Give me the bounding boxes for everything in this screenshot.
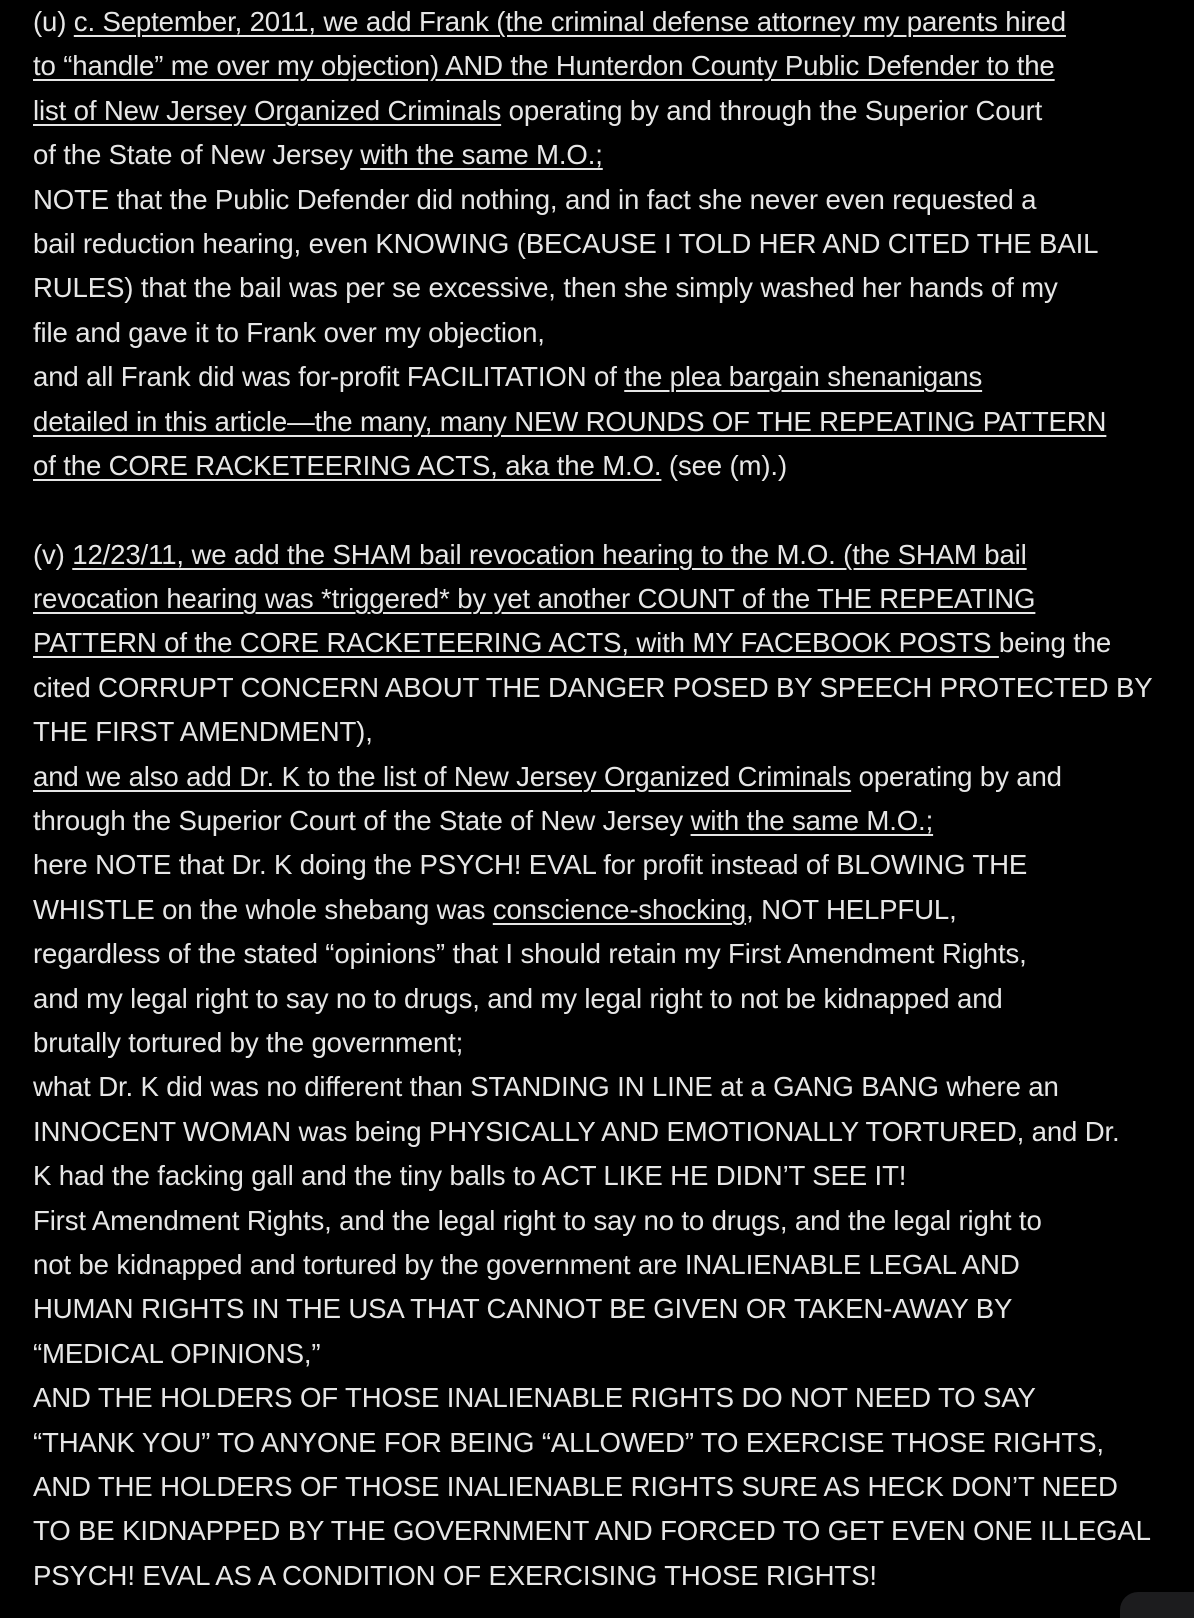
body-text: not be kidnapped and tortured by the government are INALIENABLE LEGAL AND	[33, 1248, 1020, 1280]
body-text: (v)	[33, 538, 73, 570]
text-line	[33, 1509, 1183, 1553]
underlined-link-text[interactable]: the plea bargain shenanigans	[624, 361, 983, 393]
body-text: bail reduction hearing, even KNOWING (BECAUSE I TOLD HER AND CITED THE BAIL	[33, 227, 1099, 259]
body-text: THE FIRST AMENDMENT),	[33, 716, 373, 748]
body-text: RULES) that the bail was per se excessive, then she simply washed her hands of my	[33, 272, 1058, 304]
paragraph-u	[33, 0, 1183, 488]
underlined-link-text[interactable]: detailed in this article—the many, many NEW ROUNDS OF THE REPEATING PATTERN	[33, 405, 1107, 437]
body-text: First Amendment Rights, and the legal right to say no to drugs, and the legal right to	[33, 1204, 1042, 1236]
text-line	[33, 444, 1183, 488]
text-line	[33, 577, 1183, 621]
body-text: of the State of New Jersey	[33, 139, 361, 171]
document-body	[33, 0, 1183, 1598]
underlined-link-text[interactable]: PATTERN of the CORE RACKETEERING ACTS, with MY FACEBOOK POSTS	[33, 627, 999, 659]
body-text: regardless of the stated “opinions” that I should retain my First Amendment Rights,	[33, 938, 1027, 970]
body-text: operating by and through the Superior Court	[501, 94, 1043, 126]
underlined-link-text[interactable]: with the same M.O.;	[360, 139, 603, 171]
body-text: PSYCH! EVAL AS A CONDITION OF EXERCISING THOSE RIGHTS!	[33, 1559, 877, 1591]
body-text: , NOT HELPFUL,	[746, 893, 957, 925]
underlined-link-text[interactable]: revocation hearing was *triggered* by yet another COUNT of the THE REPEATING	[33, 583, 1036, 615]
text-line	[33, 533, 1183, 577]
text-line	[33, 222, 1183, 266]
text-line	[33, 178, 1183, 222]
text-line	[33, 666, 1183, 710]
text-line	[33, 1287, 1183, 1331]
body-text: K had the facking gall and the tiny balls to ACT LIKE HE DIDN’T SEE IT!	[33, 1160, 907, 1192]
paragraph-v	[33, 533, 1183, 1598]
body-text: TO BE KIDNAPPED BY THE GOVERNMENT AND FORCED TO GET EVEN ONE ILLEGAL	[33, 1515, 1151, 1547]
text-line	[33, 710, 1183, 754]
text-line	[33, 1199, 1183, 1243]
text-line	[33, 799, 1183, 843]
text-line	[33, 1243, 1183, 1287]
body-text: (see (m).)	[661, 449, 787, 481]
body-text: cited CORRUPT CONCERN ABOUT THE DANGER POSED BY SPEECH PROTECTED BY	[33, 671, 1153, 703]
text-line	[33, 1154, 1183, 1198]
text-line	[33, 1554, 1183, 1598]
body-text: INNOCENT WOMAN was being PHYSICALLY AND EMOTIONALLY TORTURED, and Dr.	[33, 1115, 1120, 1147]
body-text: operating by and	[851, 760, 1062, 792]
text-line	[33, 89, 1183, 133]
text-line	[33, 355, 1183, 399]
body-text: and all Frank did was for-profit FACILITATION of	[33, 361, 625, 393]
text-line	[33, 1465, 1183, 1509]
text-line	[33, 1332, 1183, 1376]
body-text: WHISTLE on the whole shebang was	[33, 893, 493, 925]
scroll-corner-tab	[1120, 1592, 1194, 1618]
body-text: NOTE that the Public Defender did nothing, and in fact she never even requested a	[33, 183, 1037, 215]
underlined-link-text[interactable]: and we also add Dr. K to the list of New Jersey Organized Criminals	[33, 760, 852, 792]
text-line	[33, 977, 1183, 1021]
underlined-link-text[interactable]: to “handle” me over my objection) AND the Hunterdon County Public Defender to the	[33, 50, 1055, 82]
text-line	[33, 1065, 1183, 1109]
body-text: AND THE HOLDERS OF THOSE INALIENABLE RIGHTS DO NOT NEED TO SAY	[33, 1382, 1036, 1414]
body-text: brutally tortured by the government;	[33, 1026, 464, 1058]
text-line	[33, 133, 1183, 177]
underlined-link-text[interactable]: conscience-shocking	[492, 893, 747, 925]
text-line	[33, 932, 1183, 976]
body-text: AND THE HOLDERS OF THOSE INALIENABLE RIGHTS SURE AS HECK DON’T NEED	[33, 1470, 1118, 1502]
body-text: file and gave it to Frank over my objection,	[33, 316, 545, 348]
text-line	[33, 0, 1183, 44]
underlined-link-text[interactable]: list of New Jersey Organized Criminals	[33, 94, 502, 126]
text-line	[33, 621, 1183, 665]
text-line	[33, 1021, 1183, 1065]
text-line	[33, 311, 1183, 355]
text-line	[33, 1376, 1183, 1420]
body-text: HUMAN RIGHTS IN THE USA THAT CANNOT BE GIVEN OR TAKEN-AWAY BY	[33, 1293, 1013, 1325]
body-text: “MEDICAL OPINIONS,”	[33, 1337, 321, 1369]
text-line	[33, 888, 1183, 932]
text-line	[33, 1421, 1183, 1465]
body-text: (u)	[33, 6, 74, 37]
text-line	[33, 400, 1183, 444]
text-line	[33, 1110, 1183, 1154]
text-line	[33, 755, 1183, 799]
body-text: being the	[998, 627, 1112, 659]
text-line	[33, 843, 1183, 887]
underlined-link-text[interactable]: 12/23/11, we add the SHAM bail revocation hearing to the M.O. (the SHAM bail	[72, 538, 1027, 570]
body-text: and my legal right to say no to drugs, and my legal right to not be kidnapped and	[33, 982, 1003, 1014]
text-line	[33, 44, 1183, 88]
underlined-link-text[interactable]: c. September, 2011, we add Frank (the criminal defense attorney my parents hired	[73, 6, 1066, 37]
paragraph-spacer	[33, 488, 1183, 532]
text-line	[33, 266, 1183, 310]
underlined-link-text[interactable]: of the CORE RACKETEERING ACTS, aka the M.O.	[33, 449, 662, 481]
underlined-link-text[interactable]: with the same M.O.;	[690, 805, 934, 837]
body-text: what Dr. K did was no different than STANDING IN LINE at a GANG BANG where an	[33, 1071, 1059, 1103]
body-text: here NOTE that Dr. K doing the PSYCH! EVAL for profit instead of BLOWING THE	[33, 849, 1028, 881]
body-text: “THANK YOU” TO ANYONE FOR BEING “ALLOWED” TO EXERCISE THOSE RIGHTS,	[33, 1426, 1104, 1458]
body-text: through the Superior Court of the State of New Jersey	[33, 805, 691, 837]
